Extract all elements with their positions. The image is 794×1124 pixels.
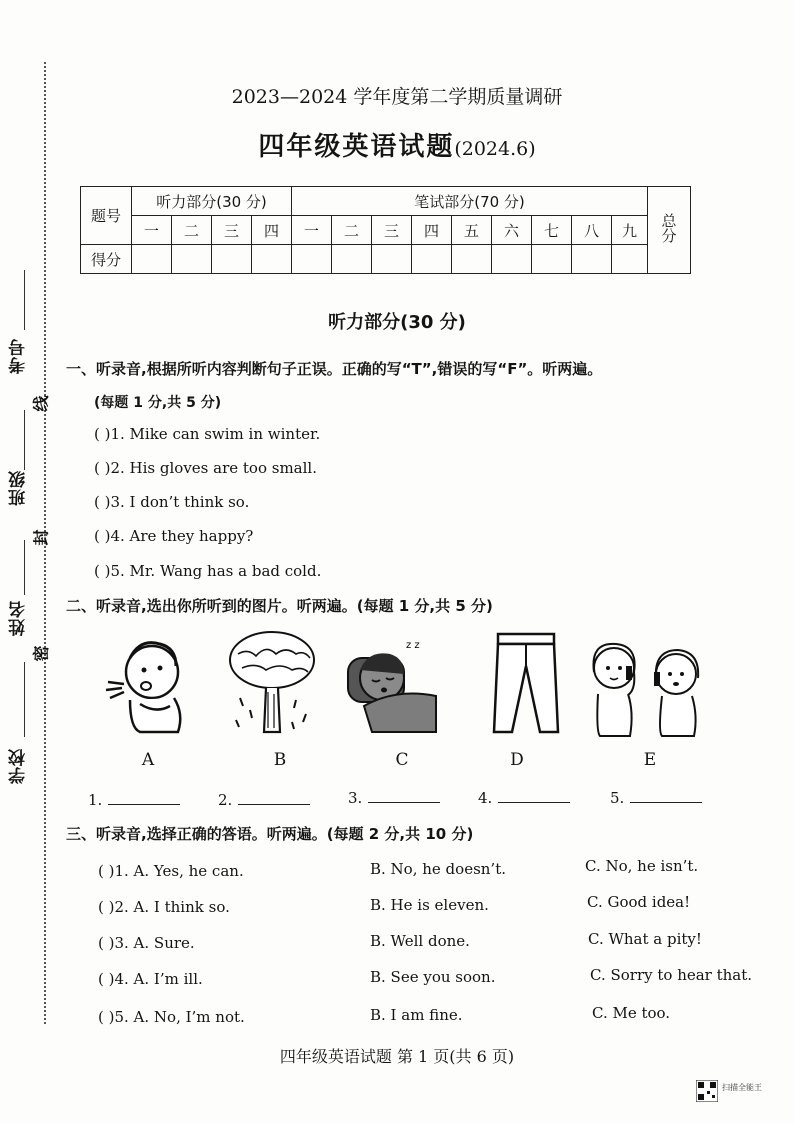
part3-option-b: B. I am fine.: [370, 1006, 463, 1024]
part3-option-b: B. He is eleven.: [370, 896, 489, 914]
part1-heading: 一、听录音,根据所听内容判断句子正误。正确的写“T”,错误的写“F”。听两遍。: [66, 360, 603, 378]
score-cell[interactable]: [492, 245, 532, 274]
exam-term-title: 2023—2024 学年度第二学期质量调研: [231, 86, 563, 108]
part3-option-c: C. What a pity!: [588, 930, 702, 948]
seal-feng: 封: [31, 529, 51, 546]
part3-question: ( )1. A. Yes, he can.: [98, 862, 244, 880]
part3-question: ( )2. A. I think so.: [98, 898, 230, 916]
answer-blank[interactable]: [238, 790, 310, 805]
part2-answer-number: 5.: [610, 789, 625, 807]
score-table-writing-col: 五: [452, 216, 492, 245]
part2-answer-number: 2.: [218, 791, 233, 809]
score-table-listening-col: 一: [132, 216, 172, 245]
score-table-score-label: 得分: [81, 245, 132, 274]
kaohao-label: 考号: [9, 338, 29, 374]
score-cell[interactable]: [412, 245, 452, 274]
score-cell[interactable]: [212, 245, 252, 274]
score-cell[interactable]: [452, 245, 492, 274]
score-table-writing-header: 笔试部分(70 分): [292, 187, 648, 216]
xuexiao-label: 学校: [9, 748, 29, 784]
sleeping-boy-picture: [346, 628, 438, 738]
part3-option-c: C. No, he isn’t.: [585, 857, 699, 875]
two-girls-talking-picture: [582, 632, 712, 742]
answer-blank[interactable]: [108, 790, 180, 805]
picture-letter: B: [273, 750, 287, 770]
score-table-title-label: 题号: [81, 187, 132, 245]
part2-answer: [478, 788, 570, 807]
picture-letter: E: [643, 750, 657, 770]
score-table-total-label: 总分: [659, 213, 678, 243]
picture-letter: C: [395, 750, 409, 770]
score-cell[interactable]: [372, 245, 412, 274]
part1-item: ( )4. Are they happy?: [94, 527, 254, 545]
score-table-writing-col: 四: [412, 216, 452, 245]
score-table-listening-col: 二: [172, 216, 212, 245]
score-cell[interactable]: [252, 245, 292, 274]
answer-blank[interactable]: [368, 788, 440, 803]
part2-answer: [218, 790, 310, 809]
part3-question: ( )5. A. No, I’m not.: [98, 1008, 245, 1026]
autumn-tree-picture: [226, 628, 318, 738]
part2-answer: [348, 788, 440, 807]
coughing-boy-picture: [100, 628, 192, 738]
answer-blank[interactable]: [498, 788, 570, 803]
part1-item: ( )1. Mike can swim in winter.: [94, 425, 321, 443]
score-table-listening-col: 三: [212, 216, 252, 245]
part2-answer: [610, 788, 702, 807]
part3-heading: 三、听录音,选择正确的答语。听两遍。(每题 2 分,共 10 分): [66, 825, 474, 843]
part3-option-b: B. See you soon.: [370, 968, 496, 986]
score-table: [80, 186, 691, 274]
score-cell[interactable]: [532, 245, 572, 274]
score-table-writing-col: 六: [492, 216, 532, 245]
score-table-writing-col: 二: [332, 216, 372, 245]
part1-item: ( )3. I don’t think so.: [94, 493, 250, 511]
score-table-writing-col: 八: [572, 216, 612, 245]
score-table-writing-col: 九: [612, 216, 648, 245]
picture-letter: A: [141, 750, 155, 770]
part3-option-c: C. Sorry to hear that.: [590, 966, 753, 984]
banji-label: 班级: [9, 470, 29, 506]
part2-answer-number: 4.: [478, 789, 493, 807]
part1-item: ( )2. His gloves are too small.: [94, 459, 317, 477]
xingming-label: 姓名: [9, 600, 29, 636]
scanner-watermark: 扫描全能王: [722, 1083, 762, 1092]
qr-code-icon: [696, 1080, 718, 1102]
answer-blank[interactable]: [630, 788, 702, 803]
score-table-listening-col: 四: [252, 216, 292, 245]
trousers-picture: [482, 628, 574, 738]
part3-option-c: C. Good idea!: [587, 893, 691, 911]
xuexiao-blank: [24, 662, 25, 737]
part3-option-b: B. No, he doesn’t.: [370, 860, 506, 878]
score-table-writing-col: 七: [532, 216, 572, 245]
score-cell[interactable]: [292, 245, 332, 274]
score-cell[interactable]: [332, 245, 372, 274]
banji-blank: [24, 410, 25, 470]
score-table-total-header: [648, 187, 691, 274]
part1-subheading: (每题 1 分,共 5 分): [94, 395, 222, 411]
score-table-writing-col: 一: [292, 216, 332, 245]
seal-xian: 线: [31, 395, 51, 412]
page-footer: 四年级英语试题 第 1 页(共 6 页): [279, 1047, 515, 1066]
score-table-listening-header: 听力部分(30 分): [132, 187, 292, 216]
part3-option-c: C. Me too.: [592, 1004, 671, 1022]
score-table-writing-col: 三: [372, 216, 412, 245]
listening-section-title: 听力部分(30 分): [328, 312, 466, 333]
score-cell[interactable]: [132, 245, 172, 274]
seal-mi: 密: [31, 645, 51, 662]
svg-text:z z: z z: [406, 640, 420, 651]
part3-option-b: B. Well done.: [370, 932, 470, 950]
exam-title-main: 四年级英语试题: [258, 132, 455, 162]
part3-question: ( )4. A. I’m ill.: [98, 970, 203, 988]
picture-letter: D: [510, 750, 524, 770]
part2-answer-number: 1.: [88, 791, 103, 809]
score-cell[interactable]: [612, 245, 648, 274]
part1-item: ( )5. Mr. Wang has a bad cold.: [94, 562, 322, 580]
score-cell[interactable]: [572, 245, 612, 274]
score-cell[interactable]: [172, 245, 212, 274]
exam-title: [0, 126, 794, 163]
part2-answer: [88, 790, 180, 809]
xingming-blank: [24, 540, 25, 595]
part2-answer-number: 3.: [348, 789, 363, 807]
part2-heading: 二、听录音,选出你所听到的图片。听两遍。(每题 1 分,共 5 分): [66, 597, 493, 615]
exam-date: (2024.6): [454, 138, 536, 160]
part3-question: ( )3. A. Sure.: [98, 934, 195, 952]
